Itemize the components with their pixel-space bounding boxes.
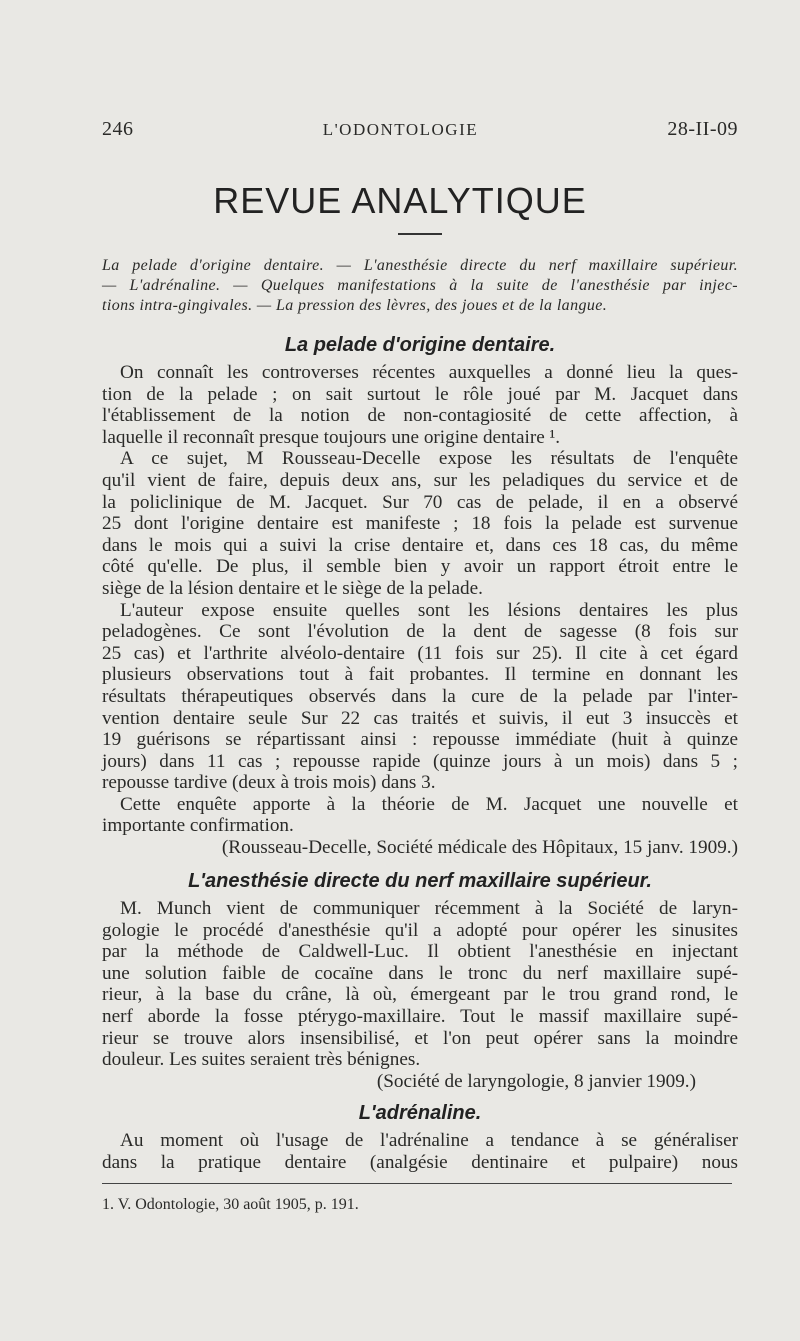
issue-date: 28-II-09 bbox=[667, 118, 738, 140]
section-heading: L'anesthésie directe du nerf maxillaire supérieur. bbox=[188, 870, 652, 892]
text-line: résultats thérapeutiques observés dans la cure de la pelade par l'inter- bbox=[102, 685, 738, 707]
text-line: peladogènes. Ce sont l'évolution de la dent de sagesse (8 fois sur bbox=[102, 621, 738, 643]
text-line: la policlinique de M. Jacquet. Sur 70 cas de pelade, il en a observé bbox=[102, 491, 738, 513]
summary bbox=[102, 256, 738, 316]
text-line: plusieurs observations tout à fait probantes. Il termine en donnant les bbox=[102, 664, 738, 686]
text-line: A ce sujet, M Rousseau-Decelle expose les résultats de l'enquête bbox=[120, 448, 738, 470]
text-line: repousse tardive (deux à trois mois) dans 3. bbox=[102, 772, 436, 794]
text-line: côté qu'elle. De plus, il semble bien y avoir un rapport étroit entre le bbox=[102, 556, 738, 578]
text-line: 19 guérisons se répartissant ainsi : repousse immédiate (huit à quinze bbox=[102, 729, 738, 751]
title-divider bbox=[398, 233, 442, 235]
text-line: nerf aborde la fosse ptérygo-maxillaire. Tout le massif maxillaire supé- bbox=[102, 1005, 738, 1027]
text-line: importante confirmation. bbox=[102, 815, 294, 837]
journal-name: L'ODONTOLOGIE bbox=[322, 120, 479, 139]
text-line: dans la pratique dentaire (analgésie dentinaire et pulpaire) nous bbox=[102, 1151, 738, 1173]
text-line: jours) dans 11 cas ; repousse rapide (quinze jours à un mois) dans 5 ; bbox=[102, 750, 738, 772]
text-line: l'établissement de la notion de non-contagiosité de cette affection, à bbox=[102, 405, 738, 427]
text-line: douleur. Les suites seraient très bénignes. bbox=[102, 1049, 421, 1071]
text-line: 25 cas) et l'arthrite alvéolo-dentaire (11 fois sur 25). Il cite à cet égard bbox=[102, 642, 738, 664]
citation-line: (Société de laryngologie, 8 janvier 1909.) bbox=[376, 1070, 696, 1092]
text-line: siège de la lésion dentaire et le siège de la pelade. bbox=[102, 577, 483, 599]
summary-line: tions intra-gingivales. — La pression des lèvres, des joues et de la langue. bbox=[102, 297, 608, 314]
text-line: rieur se trouve alors insensibilisé, et l'on peut opérer sans la moindre bbox=[102, 1027, 738, 1049]
text-line: gologie le procédé d'anesthésie qu'il a adopté pour opérer les sinusites bbox=[102, 919, 738, 941]
text-line: vention dentaire seule Sur 22 cas traités et suivis, il eut 3 insuccès et bbox=[102, 707, 738, 729]
text-line: par la méthode de Caldwell-Luc. Il obtient l'anesthésie en injectant bbox=[102, 941, 738, 963]
footnote: 1. V. Odontologie, 30 août 1905, p. 191. bbox=[102, 1196, 359, 1213]
section-heading: L'adrénaline. bbox=[358, 1102, 482, 1124]
section-body bbox=[102, 1130, 738, 1173]
summary-line: — L'adrénaline. — Quelques manifestations à la suite de l'anesthésie par injec- bbox=[102, 277, 738, 294]
text-line: M. Munch vient de communiquer récemment à la Société de laryn- bbox=[120, 898, 738, 919]
section-heading: La pelade d'origine dentaire. bbox=[284, 334, 556, 356]
text-line: laquelle il reconnaît presque toujours une origine dentaire ¹. bbox=[102, 426, 561, 448]
page-title: REVUE ANALYTIQUE bbox=[213, 180, 587, 221]
footnote-divider bbox=[102, 1183, 732, 1184]
text-line: qu'il vient de faire, depuis deux ans, sur les peladiques du service et de bbox=[102, 469, 738, 491]
text-line: dans le mois qui a suivi la crise dentaire et, dans ces 18 cas, du même bbox=[102, 534, 738, 556]
text-line: Au moment où l'usage de l'adrénaline a tendance à se généraliser bbox=[120, 1130, 738, 1151]
text-line: On connaît les controverses récentes auxquelles a donné lieu la ques- bbox=[120, 362, 738, 383]
running-head bbox=[102, 118, 738, 141]
text-line: L'auteur expose ensuite quelles sont les lésions dentaires les plus bbox=[120, 599, 738, 621]
text-line: Cette enquête apporte à la théorie de M. Jacquet une nouvelle et bbox=[120, 793, 738, 815]
text-line: tion de la pelade ; on sait surtout le rôle joué par M. Jacquet dans bbox=[102, 383, 738, 405]
summary-line: La pelade d'origine dentaire. — L'anesthésie directe du nerf maxillaire supérieur. bbox=[102, 257, 738, 274]
text-line: une solution faible de cocaïne dans le tronc du nerf maxillaire supé- bbox=[102, 962, 738, 984]
citation-line: (Rousseau-Decelle, Société médicale des Hôpitaux, 15 janv. 1909.) bbox=[221, 837, 738, 859]
text-line: 25 dont l'origine dentaire est manifeste ; 18 fois la pelade est survenue bbox=[102, 513, 738, 535]
section-body bbox=[102, 362, 738, 859]
page-number: 246 bbox=[102, 118, 134, 140]
text-line: rieur, à la base du crâne, là où, émergeant par le trou grand rond, le bbox=[102, 984, 738, 1006]
section-body bbox=[102, 898, 738, 1092]
